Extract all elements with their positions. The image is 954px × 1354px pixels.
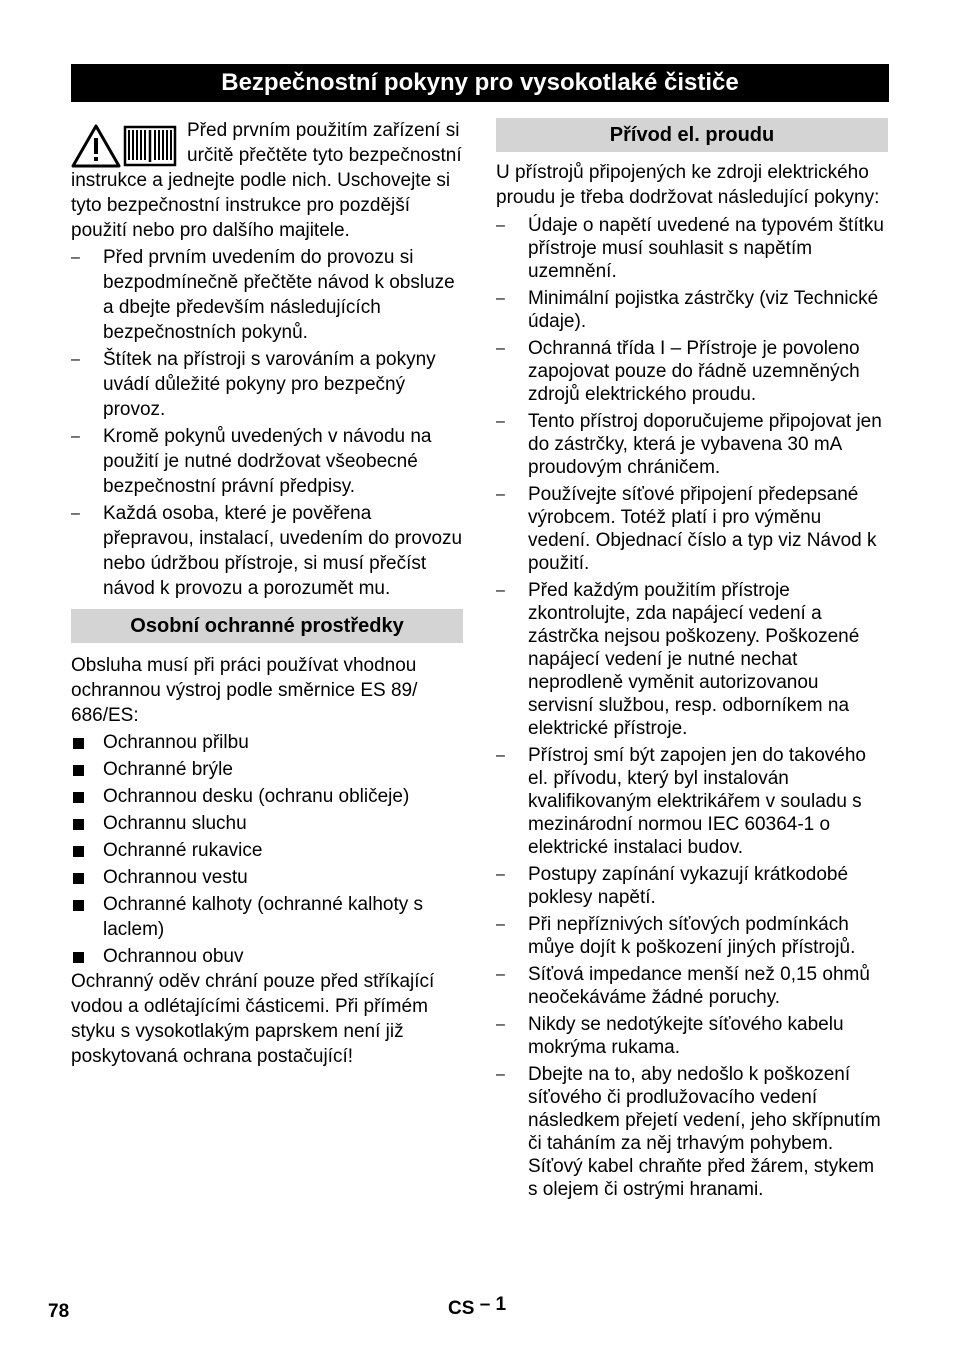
list-item: – Před každým použitím přístroje zkontrolujte, zda napájecí vedení a zástrčka nejsou poškozeny. Poškozené napájecí vedení je nutné nechat neprodleně vyměnit autorizovanou servisní službou, resp. odborníkem na elektrické přístroje. xyxy=(496,579,888,740)
intro-text: Před prvním použitím zařízení si určitě přečtěte tyto bezpečnostní instrukce a jednejte podle nich. Uschovejte si tyto bezpečnostní instrukce pro pozdější použití nebo pro dalšího majitele. xyxy=(71,120,462,241)
manual-book-icon xyxy=(125,127,175,165)
list-item: Ochranné rukavice xyxy=(71,838,463,863)
list-item: – Každá osoba, které je pověřena přepravou, instalací, uvedením do provozu nebo údržbou přístroje, si musí přečíst návod k provozu a porozumět mu. xyxy=(71,501,463,601)
list-item: – Minimální pojistka zástrčky (viz Technické údaje). xyxy=(496,287,888,333)
language-code: CS xyxy=(448,1298,475,1319)
list-item: – Nikdy se nedotýkejte síťového kabelu mokrýma rukama. xyxy=(496,1013,888,1059)
warning-triangle-icon xyxy=(73,126,119,166)
section-heading-power: Přívod el. proudu xyxy=(496,118,888,152)
list-item: Ochrannou desku (ochranu obličeje) xyxy=(71,784,463,809)
list-item: – Tento přístroj doporučujeme připojovat jen do zástrčky, která je vybavena 30 mA proudovým chráničem. xyxy=(496,410,888,479)
right-column xyxy=(496,118,888,1201)
list-item: Ochranné kalhoty (ochranné kalhoty s laclem) xyxy=(71,892,463,942)
page-number: 78 xyxy=(48,1301,70,1322)
list-item: – Přístroj smí být zapojen jen do takového el. přívodu, který byl instalován kvalifikovaným elektrikářem v souladu s mezinárodní normou IEC 60364-1 o elektrické instalaci budov. xyxy=(496,744,888,859)
list-item: Ochrannou přilbu xyxy=(71,730,463,755)
power-list xyxy=(496,214,888,1201)
power-intro: U přístrojů připojených ke zdroji elektrického proudu je třeba dodržovat následující pokyny: xyxy=(496,162,880,208)
list-item: – Při nepříznivých síťových podmínkách můye dojít k poškození jiných přístrojů. xyxy=(496,913,888,959)
protective-intro: Obsluha musí při práci používat vhodnou ochrannou výstroj podle směrnice ES 89/ 686/ES: xyxy=(71,655,418,726)
left-column xyxy=(71,118,463,1069)
section-heading-protective: Osobní ochranné prostředky xyxy=(71,609,463,643)
list-item: – Údaje o napětí uvedené na typovém štítku přístroje musí souhlasit s napětím uzemnění. xyxy=(496,214,888,283)
list-item: Ochrannu sluchu xyxy=(71,811,463,836)
list-item: Ochrannou vestu xyxy=(71,865,463,890)
warning-manual-icon xyxy=(71,124,179,168)
list-item: – Používejte síťové připojení předepsané výrobcem. Totéž platí i pro výměnu vedení. Objednací číslo a typ viz Návod k použití. xyxy=(496,483,888,575)
safety-list xyxy=(71,245,463,601)
list-item: Ochranné brýle xyxy=(71,757,463,782)
section-label xyxy=(448,1294,507,1320)
protective-list xyxy=(71,730,463,969)
list-item: – Před prvním uvedením do provozu si bezpodmínečně přečtěte návod k obsluze a dbejte především následujících bezpečnostních pokynů. xyxy=(71,245,463,345)
list-item: – Ochranná třída I – Přístroje je povoleno zapojovat pouze do řádně uzemněných zdrojů elektrického proudu. xyxy=(496,337,888,406)
list-item: Ochrannou obuv xyxy=(71,944,463,969)
list-item: – Kromě pokynů uvedených v návodu na použití je nutné dodržovat všeobecné bezpečnostní právní předpisy. xyxy=(71,424,463,499)
list-item: – Dbejte na to, aby nedošlo k poškození síťového či prodlužovacího vedení následkem přejetí vedení, jeho skřípnutím či taháním za něj trhavým pohybem. Síťový kabel chraňte před žárem, stykem s olejem či ostrými hranami. xyxy=(496,1063,888,1201)
protective-outro: Ochranný oděv chrání pouze před stříkající vodou a odlétajícími částicemi. Při přímém styku s vysokotlakým paprskem není již poskytovaná ochrana postačující! xyxy=(71,971,435,1067)
section-number: – 1 xyxy=(479,1294,507,1315)
list-item: – Postupy zapínání vykazují krátkodobé poklesy napětí. xyxy=(496,863,888,909)
list-item: – Síťová impedance menší než 0,15 ohmů neočekáváme žádné poruchy. xyxy=(496,963,888,1009)
list-item: – Štítek na přístroji s varováním a pokyny uvádí důležité pokyny pro bezpečný provoz. xyxy=(71,347,463,422)
page-title: Bezpečnostní pokyny pro vysokotlaké čističe xyxy=(71,64,889,102)
